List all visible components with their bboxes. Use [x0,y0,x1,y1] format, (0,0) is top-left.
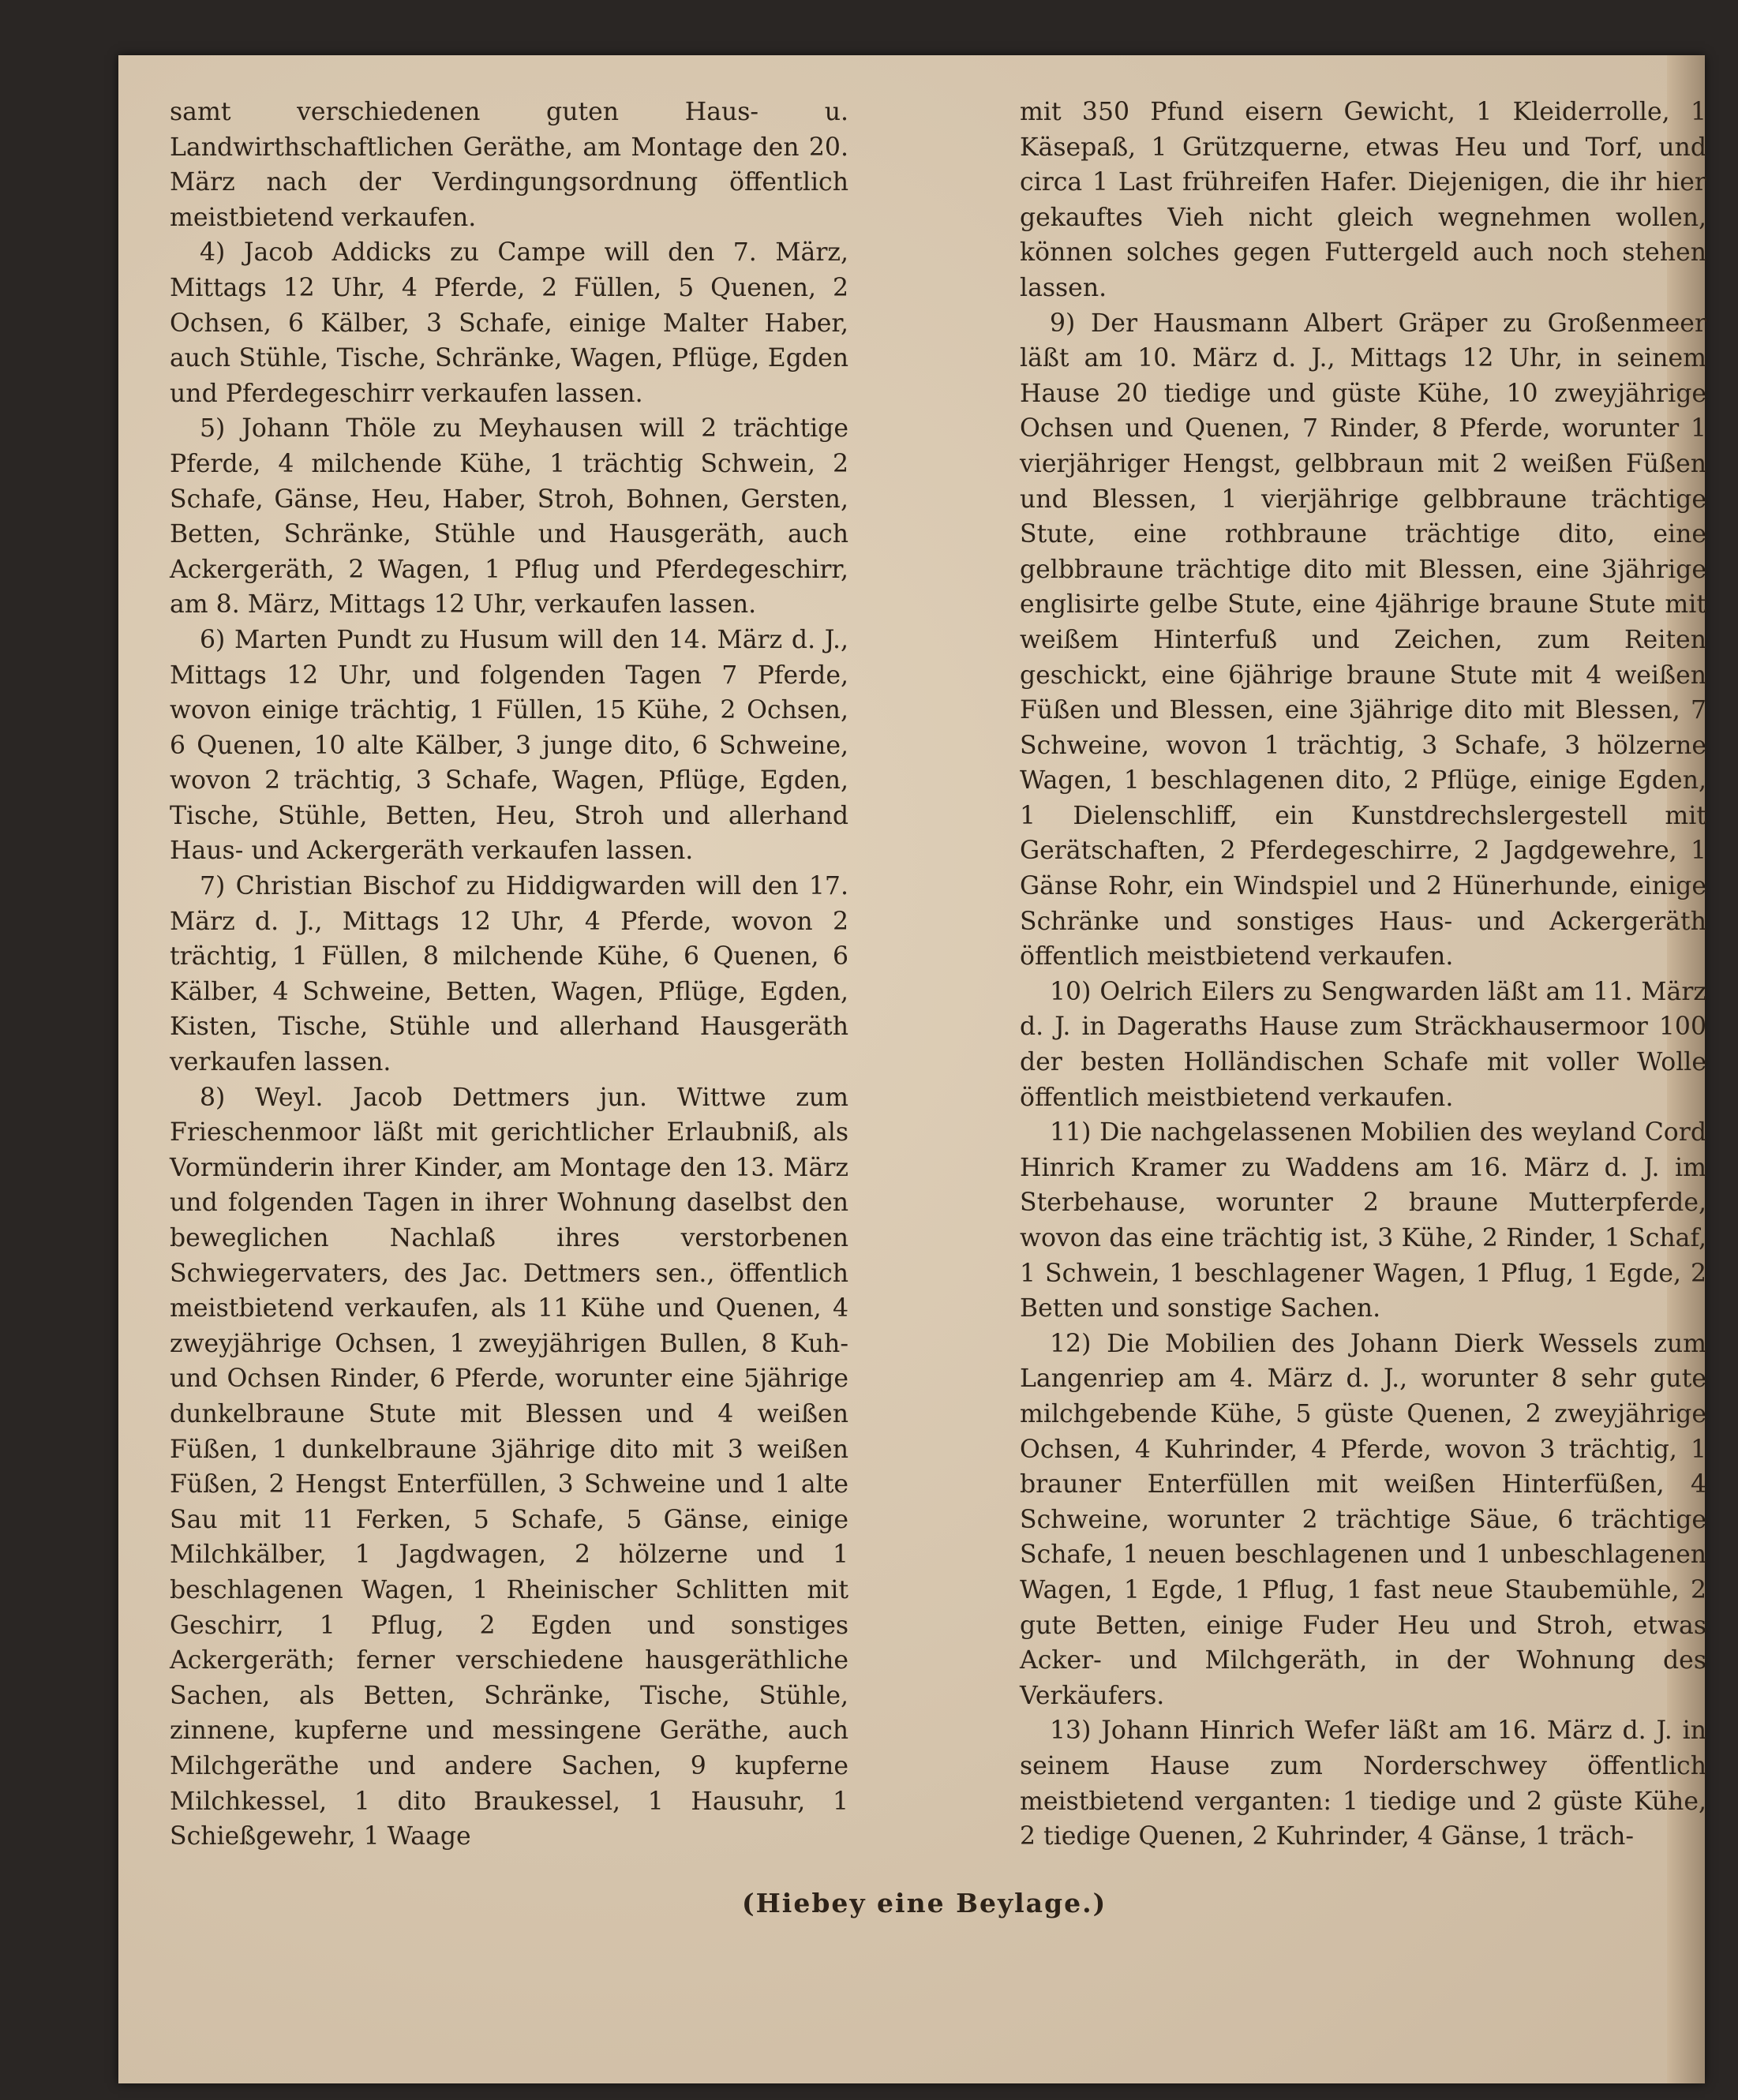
left-paragraph-8: 8) Weyl. Jacob Dettmers jun. Wittwe zum Frieschenmoor läßt mit gerichtlicher Erlaubniß, als Vormünderin ihrer Kinder, am Montage den 13. März und folgenden Tagen in ihrer Wohnung daselbst den beweglichen Nachlaß ihres verstorbenen Schwiegervaters, des Jac. Dettmers sen., öffentlich meistbietend verkaufen, als 11 Kühe und Quenen, 4 zweyjährige Ochsen, 1 zweyjährigen Bullen, 8 Kuh- und Ochsen Rinder, 6 Pferde, worunter eine 5jährige dunkelbraune Stute mit Blessen und 4 weißen Füßen, 1 dunkelbraune 3jährige dito mit 3 weißen Füßen, 2 Hengst Enterfüllen, 3 Schweine und 1 alte Sau mit 11 Ferken, 5 Schafe, 5 Gänse, einige Milchkälber, 1 Jagdwagen, 2 hölzerne und 1 beschlagenen Wagen, 1 Rheinischer Schlitten mit Geschirr, 1 Pflug, 2 Egden und sonstiges Ackergeräth; ferner verschiedene hausgeräthliche Sachen, als Betten, Schränke, Tische, Stühle, zinnene, kupferne und messingene Geräthe, auch Milchgeräthe und andere Sachen, 9 kupferne Milchkessel, 1 dito Braukessel, 1 Hausuhr, 1 Schießgewehr, 1 Waage [170,1083,848,1851]
left-paragraph-4: 4) Jacob Addicks zu Campe will den 7. März, Mittags 12 Uhr, 4 Pferde, 2 Füllen, 5 Quenen, 2 Ochsen, 6 Kälber, 3 Schafe, einige Malter Haber, auch Stühle, Tische, Schränke, Wagen, Pflüge, Egden und Pferdegeschirr verkaufen lassen. [170,238,848,408]
left-paragraph-7: 7) Christian Bischof zu Hiddigwarden will den 17. März d. J., Mittags 12 Uhr, 4 Pferde, wovon 2 trächtig, 1 Füllen, 8 milchende Kühe, 6 Quenen, 6 Kälber, 4 Schweine, Betten, Wagen, Pflüge, Egden, Kisten, Tische, Stühle und allerhand Hausgeräth verkaufen lassen. [170,872,848,1077]
right-paragraph-11: 11) Die nachgelassenen Mobilien des weyland Cord Hinrich Kramer zu Waddens am 16. März d. J. im Sterbehause, worunter 2 braune Mutterpferde, wovon das eine trächtig ist, 3 Kühe, 2 Rinder, 1 Schaf, 1 Schwein, 1 beschlagener Wagen, 1 Pflug, 1 Egde, 2 Betten und sonstige Sachen. [1020,1118,1706,1323]
left-paragraph-5: 5) Johann Thöle zu Meyhausen will 2 trächtige Pferde, 4 milchende Kühe, 1 trächtig Schwein, 2 Schafe, Gänse, Heu, Haber, Stroh, Bohnen, Gersten, Betten, Schränke, Stühle und Hausgeräth, auch Ackergeräth, 2 Wagen, 1 Pflug und Pferdegeschirr, am 8. März, Mittags 12 Uhr, verkaufen lassen. [170,414,848,620]
right-paragraph-continuation: mit 350 Pfund eisern Gewicht, 1 Kleiderrolle, 1 Käsepaß, 1 Grützquerne, etwas Heu und Torf, und circa 1 Last frühreifen Hafer. Diejenigen, die ihr hier gekauftes Vieh nicht gleich wegnehmen wollen, können solches gegen Futtergeld auch noch stehen lassen. [1020,98,1706,302]
right-column [1020,95,1706,1851]
left-column [170,95,848,1851]
supplement-note: (Hiebey eine Beylage.) [742,1888,1107,1918]
right-paragraph-12: 12) Die Mobilien des Johann Dierk Wessels zum Langenriep am 4. März d. J., worunter 8 sehr gute milchgebende Kühe, 5 güste Quenen, 2 zweyjährige Ochsen, 4 Kuhrinder, 4 Pferde, wovon 3 trächtig, 1 brauner Enterfüllen mit weißen Hinterfüßen, 4 Schweine, worunter 2 trächtige Säue, 6 trächtige Schafe, 1 neuen beschlagenen und 1 unbeschlagenen Wagen, 1 Egde, 1 Pflug, 1 fast neue Staubemühle, 2 gute Betten, einige Fuder Heu und Stroh, etwas Acker- und Milchgeräth, in der Wohnung des Verkäufers. [1020,1329,1706,1710]
left-paragraph-continuation: samt verschiedenen guten Haus- u. Landwirthschaftlichen Geräthe, am Montage den 20. März nach der Verdingungsordnung öffentlich meistbietend verkaufen. [170,98,848,232]
right-paragraph-13: 13) Johann Hinrich Wefer läßt am 16. März d. J. in seinem Hause zum Norderschwey öffentlich meistbietend verganten: 1 tiedige und 2 güste Kühe, 2 tiedige Quenen, 2 Kuhrinder, 4 Gänse, 1 träch- [1020,1716,1706,1851]
left-paragraph-6: 6) Marten Pundt zu Husum will den 14. März d. J., Mittags 12 Uhr, und folgenden Tagen 7 Pferde, wovon einige trächtig, 1 Füllen, 15 Kühe, 2 Ochsen, 6 Quenen, 10 alte Kälber, 3 junge dito, 6 Schweine, wovon 2 trächtig, 3 Schafe, Wagen, Pflüge, Egden, Tische, Stühle, Betten, Heu, Stroh und allerhand Haus- und Ackergeräth verkaufen lassen. [170,625,848,866]
right-paragraph-9: 9) Der Hausmann Albert Gräper zu Großenmeer läßt am 10. März d. J., Mittags 12 Uhr, in seinem Hause 20 tiedige und güste Kühe, 10 zweyjährige Ochsen und Quenen, 7 Rinder, 8 Pferde, worunter 1 vierjähriger Hengst, gelbbraun mit 2 weißen Füßen und Blessen, 1 vierjährige gelbbraune trächtige Stute, eine rothbraune trächtige dito, eine gelbbraune trächtige dito mit Blessen, eine 3jährige englisirte gelbe Stute, eine 4jährige braune Stute mit weißem Hinterfuß und Zeichen, zum Reiten geschickt, eine 6jährige braune Stute mit 4 weißen Füßen und Blessen, eine 3jährige dito mit Blessen, 7 Schweine, wovon 1 trächtig, 3 Schafe, 3 hölzerne Wagen, 1 beschlagenen dito, 2 Pflüge, einige Egden, 1 Dielenschliff, ein Kunstdrechslergestell mit Gerätschaften, 2 Pferdegeschirre, 2 Jagdgewehre, 1 Gänse Rohr, ein Windspiel und 2 Hünerhunde, einige Schränke und sonstiges Haus- und Ackergeräth öffentlich meistbietend verkaufen. [1020,309,1706,971]
right-paragraph-10: 10) Oelrich Eilers zu Sengwarden läßt am 11. März d. J. in Dageraths Hause zum Sträckhausermoor 100 der besten Holländischen Schafe mit voller Wolle öffentlich meistbietend verkaufen. [1020,977,1706,1112]
